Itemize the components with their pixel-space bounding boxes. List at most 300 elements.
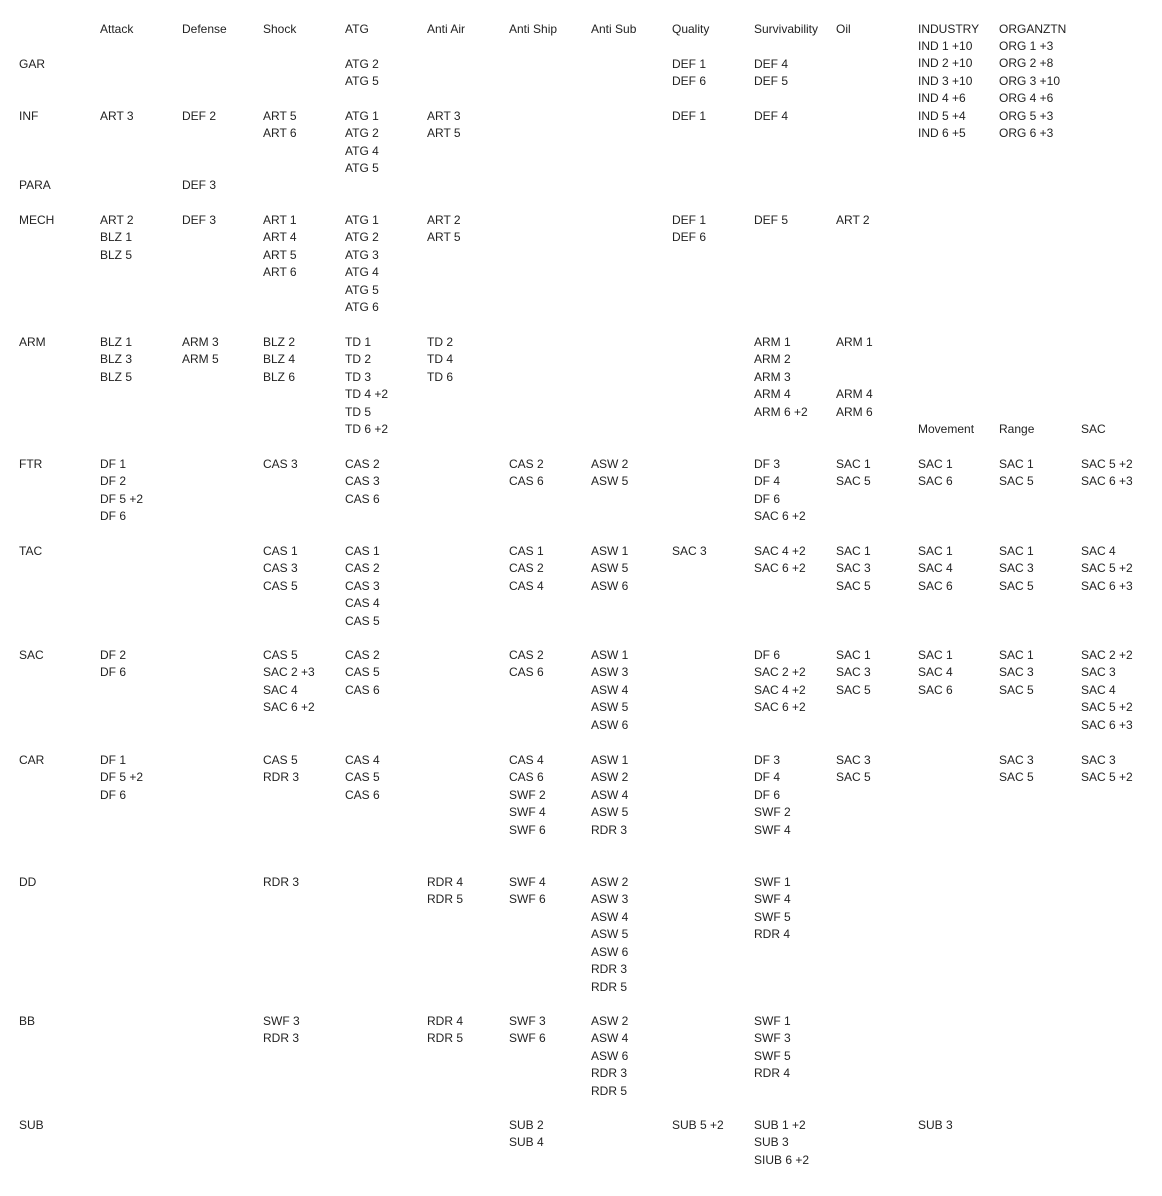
header-anti-ship: Anti Ship: [509, 22, 558, 36]
cell-tac-oil: [836, 543, 871, 595]
cell-entry: SAC 5 +2: [1081, 770, 1133, 785]
cell-tac-atg: [345, 543, 380, 630]
unit-label-para: PARA: [19, 178, 51, 192]
cell-entry: SAC 6: [918, 578, 953, 593]
cell-entry: SWF 6: [509, 1031, 546, 1046]
cell-mech-anti-air: [427, 212, 461, 247]
cell-entry: ART 6: [263, 265, 297, 280]
cell-entry: SAC 5: [836, 578, 871, 593]
cell-entry: CAS 1: [509, 544, 544, 558]
cell-entry: SAC 6 +3: [1081, 474, 1133, 489]
industry-list: [918, 38, 972, 143]
cell-entry: SAC 4: [918, 665, 953, 680]
cell-entry: BLZ 4: [263, 352, 296, 367]
cell-car-attack: [100, 752, 143, 804]
cell-ftr-anti-ship: [509, 456, 544, 491]
cell-entry: RDR 5: [427, 892, 464, 907]
unit-label-mech: MECH: [19, 213, 55, 227]
cell-entry: SAC 4: [918, 561, 953, 576]
cell-tac-range: [999, 543, 1034, 595]
cell-entry: SAC 1: [999, 544, 1034, 558]
cell-entry: CAS 6: [345, 787, 380, 802]
cell-ftr-movement: [918, 456, 953, 491]
cell-arm-oil: [836, 334, 873, 421]
cell-arm-attack: [100, 334, 132, 386]
cell-ftr-sac: [1081, 456, 1133, 491]
cell-entry: DF 5 +2: [100, 770, 144, 785]
cell-entry: ARM 3: [754, 369, 791, 384]
cell-entry: DF 4: [754, 770, 781, 785]
cell-entry: CAS 6: [509, 474, 544, 489]
cell-entry: SAC 3: [672, 544, 707, 558]
cell-entry: ART 3: [427, 109, 461, 123]
cell-entry: DEF 3: [182, 178, 217, 192]
unit-label-ftr: FTR: [19, 457, 43, 471]
cell-entry: ART 2: [100, 213, 134, 227]
cell-car-survivability: [754, 752, 791, 839]
cell-gar-survivability: [754, 56, 788, 91]
cell-entry: ARM 5: [182, 352, 219, 367]
cell-entry: SAC 6 +2: [754, 561, 806, 576]
cell-tac-anti-ship: [509, 543, 544, 595]
cell-entry: SAC 5: [999, 474, 1034, 489]
header-defense: Defense: [182, 22, 227, 36]
unit-label-car: CAR: [19, 753, 45, 767]
cell-entry: SAC 2 +2: [1081, 648, 1133, 662]
cell-entry: ASW 5: [591, 474, 629, 489]
header-anti-sub: Anti Sub: [591, 22, 637, 36]
cell-entry: SAC 1: [836, 544, 871, 558]
cell-entry: ORG 1 +3: [999, 39, 1054, 53]
cell-entry: ASW 2: [591, 457, 629, 471]
cell-entry: ART 1: [263, 213, 297, 227]
cell-bb-survivability: [754, 1013, 791, 1083]
cell-entry: DF 2: [100, 474, 127, 489]
cell-entry: ATG 1: [345, 213, 379, 227]
cell-entry: IND 4 +6: [918, 91, 966, 106]
cell-tac-survivability: [754, 543, 806, 578]
cell-entry: ATG 2: [345, 126, 379, 141]
cell-ftr-atg: [345, 456, 380, 508]
cell-entry: ART 2: [836, 213, 870, 227]
cell-sac-attack: [100, 647, 126, 682]
cell-entry: ART 2: [427, 213, 461, 227]
cell-entry: ASW 4: [591, 909, 629, 924]
cell-entry: TD 6: [427, 369, 454, 384]
cell-car-anti-sub: [591, 752, 628, 839]
cell-mech-oil: [836, 212, 870, 229]
cell-tac-movement: [918, 543, 953, 595]
cell-entry: CAS 1: [263, 544, 298, 558]
cell-ftr-oil: [836, 456, 871, 491]
cell-entry: RDR 4: [754, 1066, 791, 1081]
cell-sac-sac: [1081, 647, 1133, 734]
cell-bb-shock: [263, 1013, 300, 1048]
cell-entry: SWF 6: [509, 822, 546, 837]
cell-sac-range: [999, 647, 1034, 699]
cell-tac-sac: [1081, 543, 1133, 595]
cell-entry: CAS 3: [345, 474, 380, 489]
cell-gar-atg: [345, 56, 379, 91]
cell-entry: TD 2: [427, 335, 454, 349]
cell-entry: DF 6: [754, 787, 781, 802]
cell-entry: DF 6: [100, 787, 127, 802]
cell-entry: SAC 1: [918, 457, 953, 471]
cell-sub-movement: [918, 1117, 953, 1134]
cell-entry: RDR 3: [591, 962, 628, 977]
cell-dd-anti-sub: [591, 874, 628, 996]
cell-entry: SWF 2: [754, 805, 791, 820]
cell-sub-anti-ship: [509, 1117, 544, 1152]
cell-entry: CAS 5: [345, 770, 380, 785]
cell-entry: RDR 3: [591, 1066, 628, 1081]
cell-mech-survivability: [754, 212, 788, 229]
cell-entry: SAC 5 +2: [1081, 457, 1133, 471]
cell-entry: CAS 5: [263, 753, 298, 767]
cell-entry: RDR 3: [263, 1031, 300, 1046]
cell-entry: SWF 4: [509, 875, 546, 889]
cell-mech-attack: [100, 212, 134, 264]
cell-tac-shock: [263, 543, 298, 595]
cell-entry: RDR 5: [427, 1031, 464, 1046]
cell-mech-quality: [672, 212, 706, 247]
cell-entry: ASW 6: [591, 717, 629, 732]
cell-entry: SAC 4: [1081, 682, 1116, 697]
cell-arm-atg: [345, 334, 388, 439]
cell-car-range: [999, 752, 1034, 787]
cell-entry: CAS 5: [263, 648, 298, 662]
cell-entry: TD 4: [427, 352, 454, 367]
cell-entry: ASW 5: [591, 805, 629, 820]
cell-entry: IND 2 +10: [918, 56, 973, 71]
cell-entry: BLZ 2: [263, 335, 296, 349]
cell-arm-defense: [182, 334, 219, 369]
cell-inf-atg: [345, 108, 379, 178]
cell-entry: SWF 4: [509, 805, 546, 820]
cell-entry: DEF 4: [754, 57, 789, 71]
cell-tac-anti-sub: [591, 543, 628, 595]
cell-inf-shock: [263, 108, 297, 143]
cell-entry: DF 6: [100, 509, 127, 524]
cell-entry: CAS 2: [345, 648, 380, 662]
cell-entry: ASW 6: [591, 1048, 629, 1063]
cell-entry: SAC 5: [999, 770, 1034, 785]
cell-entry: RDR 5: [591, 979, 628, 994]
cell-entry: ASW 4: [591, 682, 629, 697]
cell-entry: SAC 3: [1081, 665, 1116, 680]
cell-ftr-anti-sub: [591, 456, 628, 491]
cell-entry: CAS 2: [509, 561, 544, 576]
cell-entry: ORG 3 +10: [999, 73, 1061, 88]
cell-entry: RDR 4: [754, 927, 791, 942]
unit-label-tac: TAC: [19, 544, 43, 558]
cell-entry: CAS 2: [509, 457, 544, 471]
header-survivability: Survivability: [754, 22, 819, 36]
cell-arm-shock: [263, 334, 295, 386]
cell-entry: ASW 6: [591, 944, 629, 959]
cell-dd-survivability: [754, 874, 791, 944]
header-anti-air: Anti Air: [427, 22, 466, 36]
cell-entry: SAC 1: [836, 648, 871, 662]
cell-entry: IND 1 +10: [918, 39, 973, 53]
cell-entry: SAC 4: [263, 682, 298, 697]
cell-bb-anti-ship: [509, 1013, 546, 1048]
cell-entry: DF 1: [100, 457, 127, 471]
cell-entry: CAS 1: [345, 544, 380, 558]
cell-entry: IND 5 +4: [918, 108, 966, 123]
cell-entry: TD 2: [345, 352, 372, 367]
cell-entry: ATG 3: [345, 247, 379, 262]
cell-sac-survivability: [754, 647, 806, 717]
cell-entry: SAC 4: [1081, 544, 1116, 558]
cell-entry: SAC 4 +2: [754, 544, 806, 558]
cell-entry: CAS 6: [345, 682, 380, 697]
cell-entry: CAS 6: [345, 491, 380, 506]
cell-entry: ASW 4: [591, 1031, 629, 1046]
header-movement: Movement: [918, 422, 975, 436]
cell-entry: RDR 5: [591, 1083, 628, 1098]
cell-dd-anti-ship: [509, 874, 546, 909]
cell-entry: ASW 5: [591, 561, 629, 576]
cell-entry: BLZ 5: [100, 369, 133, 384]
cell-entry: ORG 2 +8: [999, 56, 1054, 71]
cell-entry: BLZ 1: [100, 230, 133, 245]
cell-entry: TD 6 +2: [345, 422, 389, 437]
cell-entry: ASW 5: [591, 927, 629, 942]
cell-entry: ART 5: [263, 109, 297, 123]
cell-entry: SWF 2: [509, 787, 546, 802]
cell-entry: DF 4: [754, 474, 781, 489]
cell-entry: RDR 4: [427, 1014, 464, 1028]
cell-entry: CAS 5: [263, 578, 298, 593]
cell-entry: SAC 5: [836, 474, 871, 489]
cell-entry: ART 4: [263, 230, 297, 245]
cell-entry: ORG 5 +3: [999, 108, 1054, 123]
header-sac: SAC: [1081, 422, 1106, 436]
cell-entry: ASW 2: [591, 1014, 629, 1028]
cell-entry: SAC 3: [999, 753, 1034, 767]
cell-entry: SWF 1: [754, 875, 791, 889]
cell-entry: ATG 1: [345, 109, 379, 123]
cell-entry: SUB 3: [754, 1135, 789, 1150]
cell-entry: SAC 3: [836, 753, 871, 767]
cell-entry: DEF 2: [182, 109, 217, 123]
cell-ftr-range: [999, 456, 1034, 491]
cell-inf-quality: [672, 108, 706, 125]
cell-entry: DF 5 +2: [100, 491, 144, 506]
cell-entry: ART 5: [427, 230, 461, 245]
cell-entry: DEF 1: [672, 109, 707, 123]
cell-entry: SAC 5: [999, 578, 1034, 593]
cell-sac-movement: [918, 647, 953, 699]
cell-entry: ATG 6: [345, 300, 379, 315]
unit-label-gar: GAR: [19, 57, 46, 71]
cell-entry: RDR 3: [591, 822, 628, 837]
cell-entry: ATG 5: [345, 74, 379, 89]
cell-entry: CAS 3: [263, 561, 298, 576]
header-quality: Quality: [672, 22, 710, 36]
cell-entry: SWF 5: [754, 1048, 791, 1063]
cell-para-defense: [182, 177, 216, 194]
unit-label-arm: ARM: [19, 335, 46, 349]
cell-car-sac: [1081, 752, 1133, 787]
cell-sac-oil: [836, 647, 871, 699]
cell-entry: SAC 6 +2: [263, 700, 315, 715]
cell-mech-defense: [182, 212, 216, 229]
cell-entry: BLZ 5: [100, 247, 133, 262]
cell-entry: ORG 4 +6: [999, 91, 1054, 106]
cell-entry: SWF 4: [754, 892, 791, 907]
cell-entry: CAS 5: [345, 665, 380, 680]
cell-entry: ART 5: [263, 247, 297, 262]
cell-entry: SAC 3: [836, 665, 871, 680]
cell-entry: SAC 3: [1081, 753, 1116, 767]
cell-entry: TD 1: [345, 335, 372, 349]
cell-entry: CAS 2: [345, 561, 380, 576]
cell-dd-anti-air: [427, 874, 463, 909]
cell-entry: ASW 5: [591, 700, 629, 715]
cell-entry: CAS 6: [509, 665, 544, 680]
cell-entry: DEF 3: [182, 213, 217, 227]
cell-entry: SAC 2 +2: [754, 665, 806, 680]
cell-entry: DEF 6: [672, 230, 707, 245]
header-attack: Attack: [100, 22, 134, 36]
cell-entry: ASW 1: [591, 544, 629, 558]
cell-entry: SWF 3: [263, 1014, 300, 1028]
cell-entry: SAC 1: [918, 648, 953, 662]
unit-label-dd: DD: [19, 875, 37, 889]
cell-entry: ARM 1: [836, 335, 873, 349]
unit-label-sub: SUB: [19, 1118, 44, 1132]
cell-entry: SAC 3: [836, 561, 871, 576]
cell-entry: CAS 2: [509, 648, 544, 662]
cell-entry: SWF 4: [754, 822, 791, 837]
cell-entry: SAC 4 +2: [754, 682, 806, 697]
header-organztn: ORGANZTN: [999, 22, 1067, 36]
header-range: Range: [999, 422, 1035, 436]
cell-sac-atg: [345, 647, 380, 699]
cell-entry: SAC 6 +3: [1081, 578, 1133, 593]
cell-entry: SUB 5 +2: [672, 1118, 724, 1132]
cell-entry: SUB 3: [918, 1118, 953, 1132]
cell-entry: SWF 3: [754, 1031, 791, 1046]
cell-mech-atg: [345, 212, 379, 317]
organztn-list: [999, 38, 1060, 143]
cell-entry: CAS 4: [345, 596, 380, 611]
cell-entry: SAC 1: [999, 457, 1034, 471]
header-atg: ATG: [345, 22, 369, 36]
cell-entry: RDR 3: [263, 875, 300, 889]
unit-label-sac: SAC: [19, 648, 44, 662]
cell-entry: SIUB 6 +2: [754, 1152, 810, 1167]
cell-bb-anti-air: [427, 1013, 463, 1048]
cell-entry: BLZ 6: [263, 369, 296, 384]
cell-entry: CAS 4: [345, 753, 380, 767]
cell-entry: BLZ 1: [100, 335, 133, 349]
cell-entry: DEF 5: [754, 213, 789, 227]
cell-entry: CAS 4: [509, 753, 544, 767]
cell-entry: SAC 5: [999, 682, 1034, 697]
cell-entry: ARM 1: [754, 335, 791, 349]
unit-label-inf: INF: [19, 109, 39, 123]
cell-entry: ARM 4: [754, 387, 791, 402]
cell-entry: DEF 6: [672, 74, 707, 89]
cell-entry: SUB 1 +2: [754, 1118, 806, 1132]
cell-inf-survivability: [754, 108, 788, 125]
cell-arm-anti-air: [427, 334, 453, 386]
cell-entry: TD 5: [345, 404, 372, 419]
cell-car-shock: [263, 752, 299, 787]
cell-entry: SWF 1: [754, 1014, 791, 1028]
cell-entry: DF 6: [754, 648, 781, 662]
cell-entry: DF 6: [100, 665, 127, 680]
cell-entry: ATG 5: [345, 161, 379, 176]
cell-entry: CAS 3: [263, 457, 298, 471]
cell-ftr-attack: [100, 456, 143, 526]
cell-entry: SAC 2 +3: [263, 665, 315, 680]
cell-entry: SAC 1: [918, 544, 953, 558]
cell-entry: SAC 6 +2: [754, 509, 806, 524]
cell-entry: ASW 3: [591, 892, 629, 907]
cell-entry: ATG 5: [345, 282, 379, 297]
cell-entry: ATG 4: [345, 143, 379, 158]
cell-entry: DF 6: [754, 491, 781, 506]
cell-entry: ART 3: [100, 109, 134, 123]
unit-label-bb: BB: [19, 1014, 36, 1028]
header-shock: Shock: [263, 22, 297, 36]
cell-sub-quality: [672, 1117, 724, 1134]
cell-dd-shock: [263, 874, 299, 891]
cell-entry: SAC 1: [999, 648, 1034, 662]
cell-entry: SWF 6: [509, 892, 546, 907]
cell-bb-anti-sub: [591, 1013, 628, 1100]
cell-entry: ATG 4: [345, 265, 379, 280]
cell-entry: ATG 2: [345, 230, 379, 245]
cell-car-atg: [345, 752, 380, 804]
cell-entry: ORG 6 +3: [999, 126, 1054, 141]
cell-entry: TD 3: [345, 369, 372, 384]
cell-entry: CAS 4: [509, 578, 544, 593]
cell-gar-quality: [672, 56, 706, 91]
cell-entry: ARM 3: [182, 335, 219, 349]
cell-entry: ARM 6: [836, 404, 873, 419]
cell-entry: SAC 6: [918, 474, 953, 489]
cell-entry: ART 5: [427, 126, 461, 141]
cell-entry: SAC 5: [836, 770, 871, 785]
cell-entry: DF 1: [100, 753, 127, 767]
cell-entry: SUB 4: [509, 1135, 544, 1150]
cell-entry: ASW 3: [591, 665, 629, 680]
cell-car-anti-ship: [509, 752, 546, 839]
cell-ftr-survivability: [754, 456, 806, 526]
cell-entry: DEF 1: [672, 57, 707, 71]
cell-entry: [836, 351, 873, 368]
cell-entry: SAC 6: [918, 682, 953, 697]
cell-entry: SAC 5 +2: [1081, 700, 1133, 715]
cell-entry: ASW 1: [591, 648, 629, 662]
cell-entry: DEF 1: [672, 213, 707, 227]
cell-tac-quality: [672, 543, 707, 560]
cell-entry: DEF 4: [754, 109, 789, 123]
cell-entry: RDR 3: [263, 770, 300, 785]
cell-entry: CAS 6: [509, 770, 544, 785]
cell-arm-survivability: [754, 334, 808, 421]
cell-entry: BLZ 3: [100, 352, 133, 367]
cell-entry: TD 4 +2: [345, 387, 389, 402]
cell-entry: CAS 2: [345, 457, 380, 471]
cell-sub-survivability: [754, 1117, 809, 1169]
cell-entry: SAC 5 +2: [1081, 561, 1133, 576]
